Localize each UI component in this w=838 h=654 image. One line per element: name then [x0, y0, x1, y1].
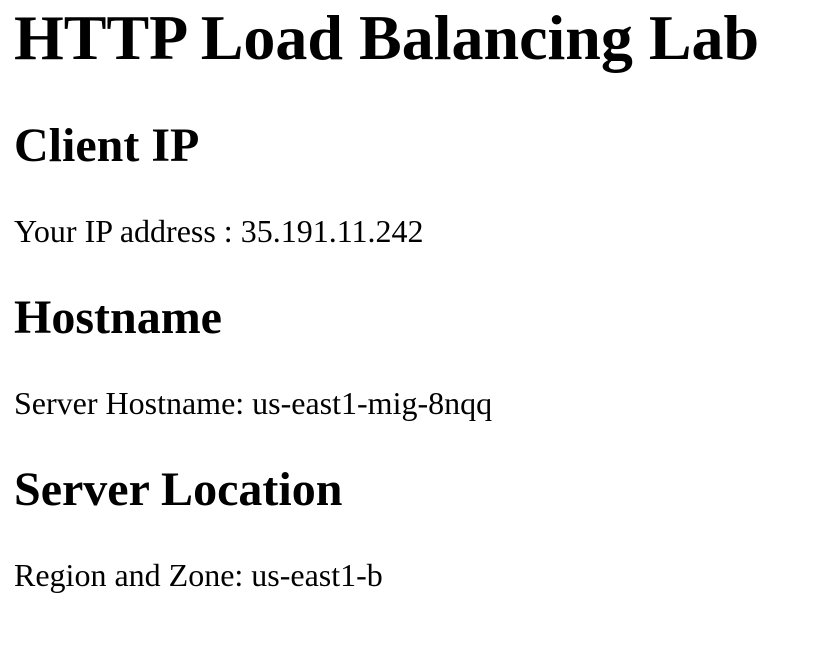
- client-ip-section: [14, 118, 824, 250]
- page-title: HTTP Load Balancing Lab: [14, 2, 760, 73]
- client-ip-value: 35.191.11.242: [240, 212, 424, 249]
- client-ip-heading: Client IP: [14, 118, 200, 172]
- server-location-line: [14, 557, 824, 594]
- client-ip-line: [14, 213, 824, 250]
- hostname-section: [14, 290, 824, 422]
- hostname-line: [14, 385, 824, 422]
- hostname-label: Server Hostname:: [14, 384, 245, 421]
- hostname-value: us-east1-mig-8nqq: [252, 384, 493, 421]
- server-location-value: us-east1-b: [251, 556, 383, 593]
- hostname-heading: Hostname: [14, 290, 222, 344]
- server-location-section: [14, 462, 824, 594]
- server-location-label: Region and Zone:: [14, 556, 244, 593]
- server-location-heading: Server Location: [14, 462, 343, 516]
- client-ip-label: Your IP address :: [14, 212, 233, 249]
- lab-page: [14, 1, 824, 594]
